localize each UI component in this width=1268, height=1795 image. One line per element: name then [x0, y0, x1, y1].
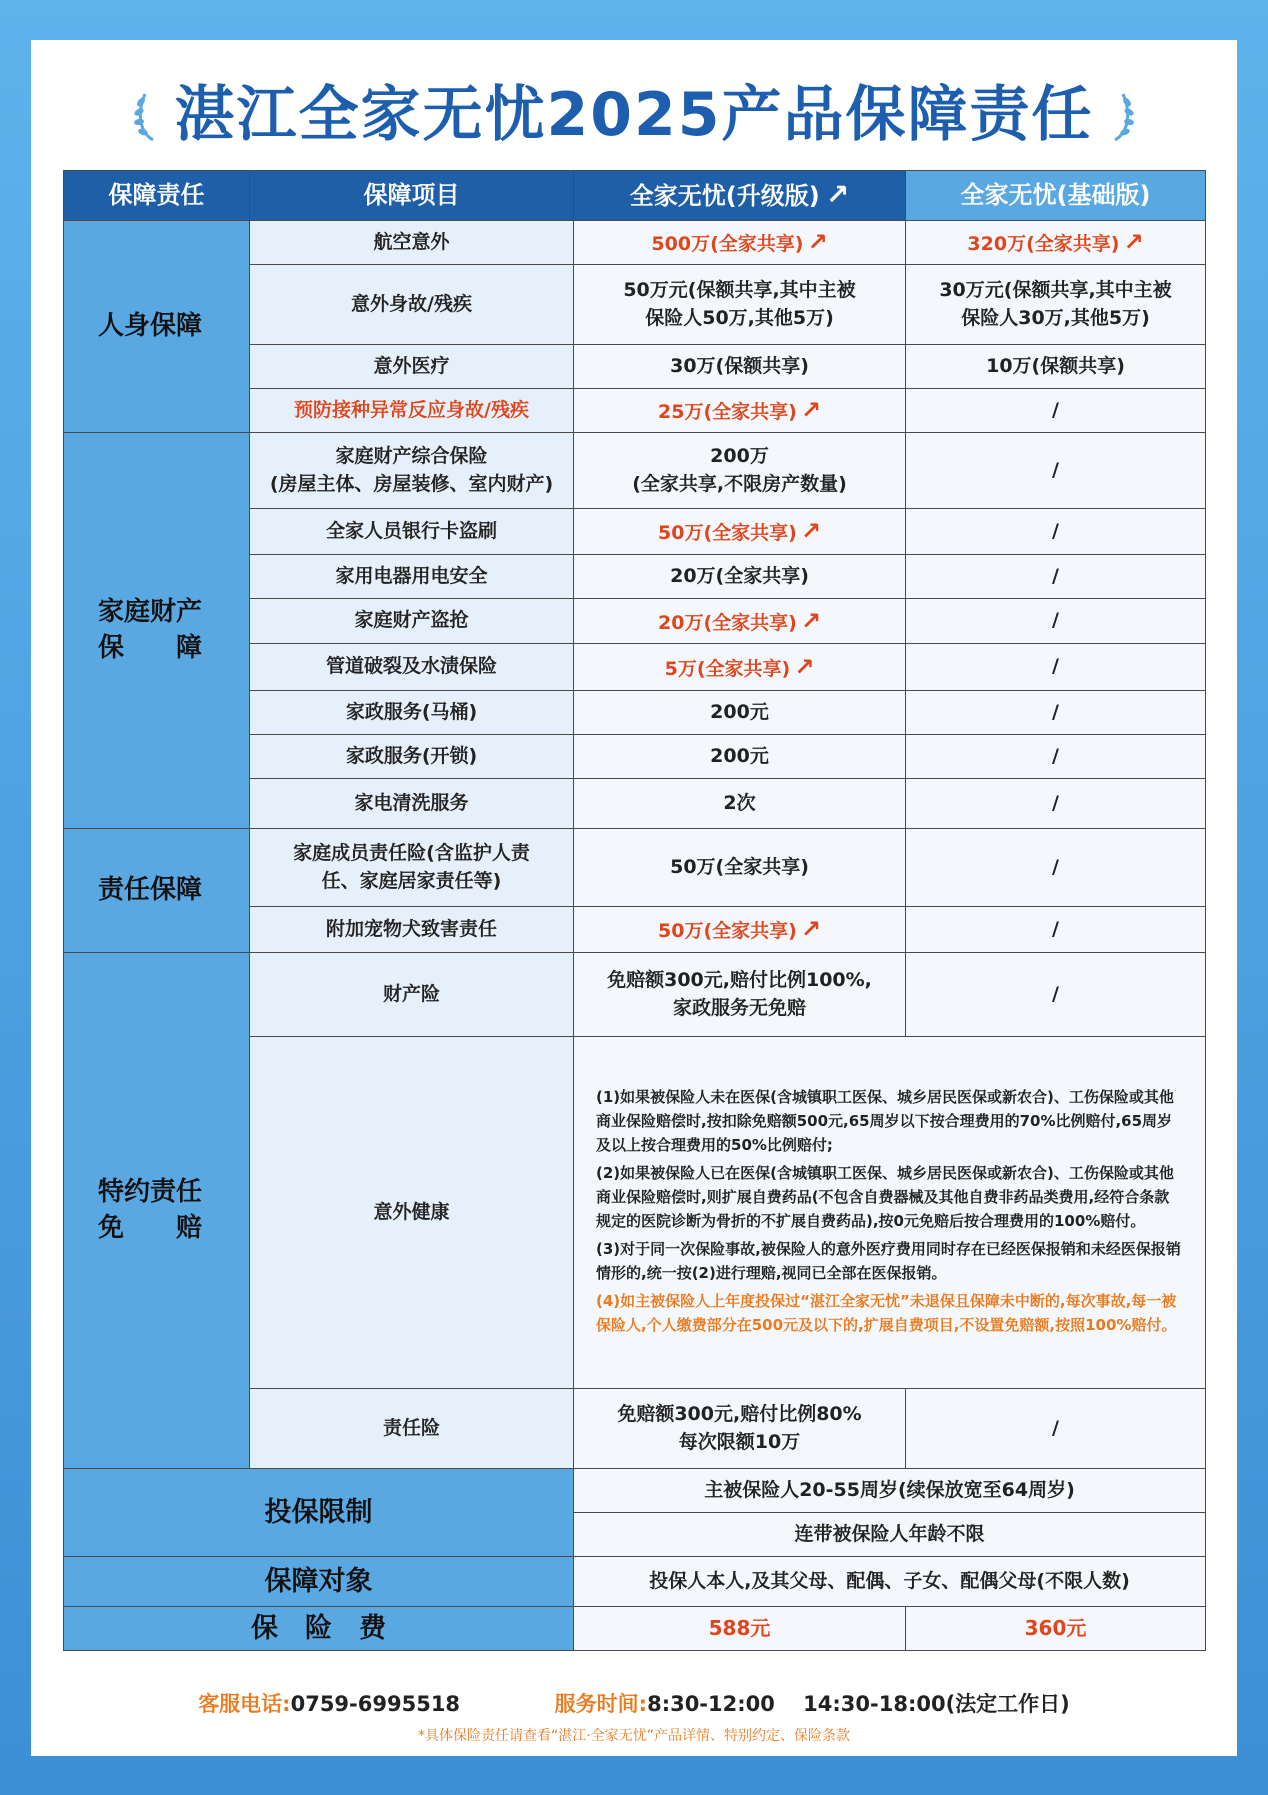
category-liability: 责任保障	[64, 829, 250, 953]
footer-note: *具体保险责任请查看“湛江·全家无忧”产品详情、特别约定、保险条款	[418, 1728, 850, 1744]
upgrade-cell: 免赔额300元,赔付比例80% 每次限额10万	[574, 1389, 906, 1469]
table-row	[64, 953, 1206, 1037]
detail-paragraph: (3)对于同一次保险事故,被保险人的意外医疗费用同时存在已经医保报销和未经医保报销情形的,统一按(2)进行理赔,视同已全部在医保报销。	[596, 1239, 1181, 1282]
item-cell: 预防接种异常反应身故/残疾	[250, 389, 574, 433]
basic-cell: 10万(保额共享)	[906, 345, 1206, 389]
basic-cell: /	[906, 555, 1206, 599]
item-cell: 家庭财产综合保险 (房屋主体、房屋装修、室内财产)	[250, 433, 574, 509]
basic-cell: 320万(全家共享) ↗	[906, 221, 1206, 265]
premium-label: 保 险 费	[64, 1607, 574, 1651]
header-upgrade: 全家无忧(升级版) ↗	[574, 171, 906, 221]
arrow-up-icon: ↗	[825, 178, 850, 212]
upgrade-cell: 20万(全家共享) ↗	[574, 599, 906, 644]
table-row	[64, 1469, 1206, 1513]
detail-paragraph: (2)如果被保险人已在医保(含城镇职工医保、城乡居民医保或新农合)、工伤保险或其他商业保险赔偿时,则扩展自费药品(不包含自费器械及其他自费非药品类费用,经符合条款规定的医院诊断为骨折的不扩展自费药品),按0元免赔后按合理费用的100%赔付。	[596, 1163, 1174, 1230]
limits-value: 连带被保险人年龄不限	[574, 1513, 1206, 1557]
hours-label: 服务时间:	[554, 1692, 648, 1716]
item-cell: 家电清洗服务	[250, 779, 574, 829]
detail-paragraph: (4)如主被保险人上年度投保过“湛江全家无忧”未退保且保障未中断的,每次事故,每一被保险人,个人缴费部分在500元及以下的,扩展自费项目,不设置免赔额,按照100%赔付。	[596, 1291, 1177, 1334]
basic-cell: /	[906, 644, 1206, 691]
item-cell: 意外身故/残疾	[250, 265, 574, 345]
page-title: 湛江全家无忧2025产品保障责任	[174, 80, 1094, 150]
coverage-table	[63, 170, 1206, 1651]
item-cell: 附加宠物犬致害责任	[250, 907, 574, 953]
detail-paragraph: (1)如果被保险人未在医保(含城镇职工医保、城乡居民医保或新农合)、工伤保险或其他商业保险赔偿时,按扣除免赔额500元,65周岁以下按合理费用的70%比例赔付,65周岁及以上按合理费用的50%比例赔付;	[596, 1087, 1174, 1154]
health-detail-cell	[574, 1037, 1206, 1389]
arrow-up-icon: ↗	[800, 517, 821, 546]
upgrade-cell: 免赔额300元,赔付比例100%, 家政服务无免赔	[574, 953, 906, 1037]
premium-basic: 360元	[906, 1607, 1206, 1651]
item-cell: 家用电器用电安全	[250, 555, 574, 599]
basic-cell: /	[906, 509, 1206, 555]
item-cell: 家政服务(马桶)	[250, 691, 574, 735]
item-cell: 财产险	[250, 953, 574, 1037]
item-cell: 责任险	[250, 1389, 574, 1469]
basic-cell: /	[906, 735, 1206, 779]
item-cell: 意外健康	[250, 1037, 574, 1389]
table-row	[64, 1607, 1206, 1651]
basic-cell: /	[906, 599, 1206, 644]
basic-cell: 30万元(保额共享,其中主被 保险人30万,其他5万)	[906, 265, 1206, 345]
document-sheet	[31, 40, 1237, 1756]
upgrade-cell: 50万元(保额共享,其中主被 保险人50万,其他5万)	[574, 265, 906, 345]
premium-upgrade: 588元	[574, 1607, 906, 1651]
basic-cell: /	[906, 779, 1206, 829]
service-hours: 8:30-12:00 14:30-18:00(法定工作日)	[647, 1692, 1070, 1716]
item-cell: 意外医疗	[250, 345, 574, 389]
category-special: 特约责任 免 赔	[64, 953, 250, 1469]
limits-value: 主被保险人20-55周岁(续保放宽至64周岁)	[574, 1469, 1206, 1513]
upgrade-cell: 50万(全家共享) ↗	[574, 509, 906, 555]
upgrade-cell: 500万(全家共享) ↗	[574, 221, 906, 265]
upgrade-cell: 5万(全家共享) ↗	[574, 644, 906, 691]
item-cell: 全家人员银行卡盗刷	[250, 509, 574, 555]
upgrade-cell: 25万(全家共享) ↗	[574, 389, 906, 433]
upgrade-cell: 50万(全家共享) ↗	[574, 907, 906, 953]
basic-cell: /	[906, 829, 1206, 907]
item-cell: 家庭成员责任险(含监护人责 任、家庭居家责任等)	[250, 829, 574, 907]
table-header-row	[64, 171, 1206, 221]
footer-contact	[31, 1688, 1237, 1718]
phone-number[interactable]: 0759-6995518	[290, 1692, 461, 1716]
basic-cell: /	[906, 433, 1206, 509]
basic-cell: /	[906, 691, 1206, 735]
basic-cell: /	[906, 953, 1206, 1037]
basic-cell: /	[906, 1389, 1206, 1469]
phone-label: 客服电话:	[198, 1692, 291, 1716]
table-row	[64, 1557, 1206, 1607]
header-item: 保障项目	[250, 171, 574, 221]
table-row	[64, 829, 1206, 907]
target-value: 投保人本人,及其父母、配偶、子女、配偶父母(不限人数)	[574, 1557, 1206, 1607]
item-cell: 家庭财产盗抢	[250, 599, 574, 644]
upgrade-cell: 200万 (全家共享,不限房产数量)	[574, 433, 906, 509]
title-wrap	[31, 70, 1237, 160]
header-basic: 全家无忧(基础版)	[906, 171, 1206, 221]
upgrade-cell: 30万(保额共享)	[574, 345, 906, 389]
upgrade-cell: 2次	[574, 779, 906, 829]
basic-cell: /	[906, 907, 1206, 953]
header-category: 保障责任	[64, 171, 250, 221]
limits-label: 投保限制	[64, 1469, 574, 1557]
arrow-up-icon: ↗	[807, 228, 828, 257]
item-cell: 管道破裂及水渍保险	[250, 644, 574, 691]
arrow-up-icon: ↗	[800, 915, 821, 944]
category-property: 家庭财产 保 障	[64, 433, 250, 829]
category-personal: 人身保障	[64, 221, 250, 433]
item-cell: 家政服务(开锁)	[250, 735, 574, 779]
upgrade-cell: 50万(全家共享)	[574, 829, 906, 907]
target-label: 保障对象	[64, 1557, 574, 1607]
upgrade-cell: 200元	[574, 735, 906, 779]
arrow-up-icon: ↗	[800, 396, 821, 425]
upgrade-cell: 200元	[574, 691, 906, 735]
table-row	[64, 433, 1206, 509]
arrow-up-icon: ↗	[794, 652, 815, 681]
basic-cell: /	[906, 389, 1206, 433]
table-row	[64, 221, 1206, 265]
upgrade-cell: 20万(全家共享)	[574, 555, 906, 599]
arrow-up-icon: ↗	[1123, 228, 1144, 257]
arrow-up-icon: ↗	[800, 606, 821, 635]
item-cell: 航空意外	[250, 221, 574, 265]
